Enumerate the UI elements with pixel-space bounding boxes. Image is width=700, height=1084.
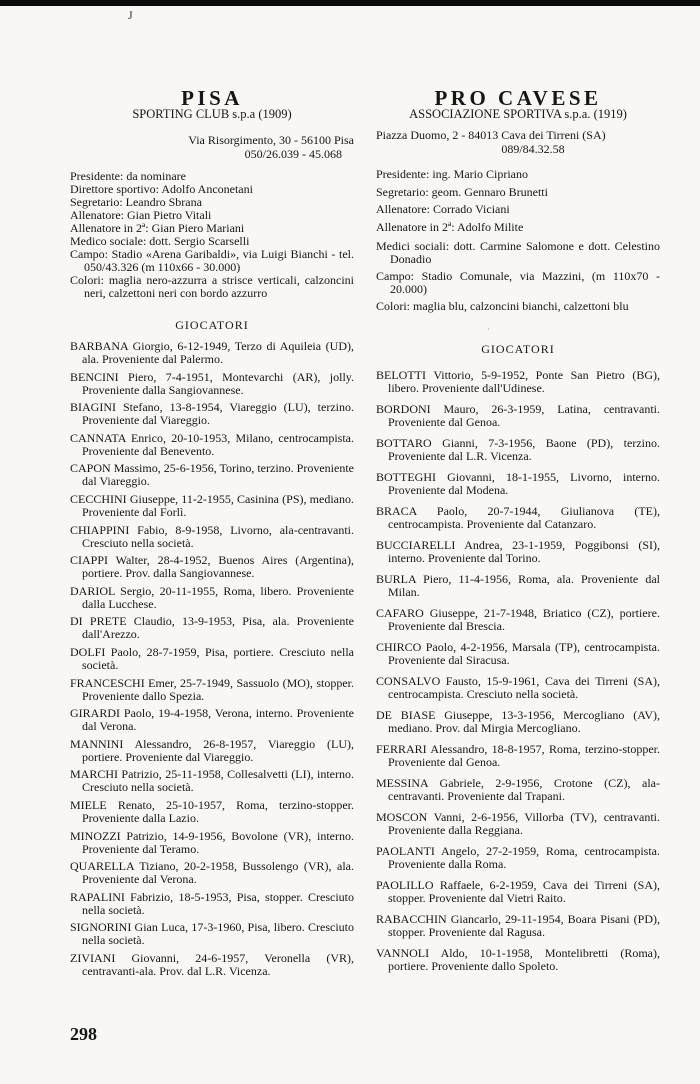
player-entry: BENCINI Piero, 7-4-1951, Montevarchi (AR), jolly. Proveniente dalla Sangiovannese. <box>70 369 354 397</box>
print-speck: · <box>487 325 490 334</box>
player-entry: MARCHI Patrizio, 25-11-1958, Collesalvetti (LI), interno. Cresciuto nella società. <box>70 767 354 795</box>
club-name: ASSOCIAZIONE SPORTIVA s.p.a. (1919) <box>409 107 627 121</box>
staff-coach: Allenatore: Gian Pietro Vitali <box>70 208 212 222</box>
staff-list <box>376 166 660 313</box>
player-entry: CANNATA Enrico, 20-10-1953, Milano, centrocampista. Proveniente dal Benevento. <box>70 430 354 458</box>
player-entry: CHIAPPINI Fabio, 8-9-1958, Livorno, ala-centravanti. Cresciuto nella società. <box>70 522 354 550</box>
player-entry: DI PRETE Claudio, 13-9-1953, Pisa, ala. Proveniente dall'Arezzo. <box>70 614 354 642</box>
players-heading: GIOCATORI <box>481 342 555 356</box>
player-entry: MINOZZI Patrizio, 14-9-1956, Bovolone (VR), interno. Proveniente dal Teramo. <box>70 828 354 856</box>
player-entry: BOTTARO Gianni, 7-3-1956, Baone (PD), terzino. Proveniente dal L.R. Vicenza. <box>376 436 660 463</box>
staff-president: Presidente: ing. Mario Cipriano <box>376 167 528 181</box>
player-entry: CIAPPI Walter, 28-4-1952, Buenos Aires (Argentina), portiere. Prov. dalla Sangiovannese. <box>70 553 354 581</box>
player-entry: GIRARDI Paolo, 19-4-1958, Verona, interno. Proveniente dal Verona. <box>70 706 354 734</box>
staff-secretary: Segretario: Leandro Sbrana <box>70 195 202 209</box>
player-entry: CECCHINI Giuseppe, 11-2-1955, Casinina (PS), mediano. Proveniente dal Forlì. <box>70 491 354 519</box>
staff-stadium: Campo: Stadio «Arena Garibaldi», via Luigi Bianchi - tel. 050/43.326 (m 110x66 - 30.000) <box>70 247 354 274</box>
staff-assistant-coach: Allenatore in 2ª: Gian Piero Mariani <box>70 221 245 235</box>
page-top-edge <box>0 0 700 6</box>
page-number: 298 <box>70 1024 97 1044</box>
player-entry: DOLFI Paolo, 28-7-1959, Pisa, portiere. Cresciuto nella società. <box>70 644 354 672</box>
player-entry: DARIOL Sergio, 20-11-1955, Roma, libero. Proveniente dalla Lucchese. <box>70 583 354 611</box>
player-entry: CONSALVO Fausto, 15-9-1961, Cava dei Tirreni (SA), centrocampista. Cresciuto nella società. <box>376 674 660 701</box>
player-entry: VANNOLI Aldo, 10-1-1958, Montelibretti (Roma), portiere. Proveniente dallo Spoleto. <box>376 946 660 973</box>
club-name: SPORTING CLUB s.p.a (1909) <box>132 107 292 121</box>
player-entry: RABACCHIN Giancarlo, 29-11-1954, Boara Pisani (PD), stopper. Proveniente dal Ragusa. <box>376 912 660 939</box>
player-entry: FRANCESCHI Emer, 25-7-1949, Sassuolo (MO), stopper. Proveniente dallo Spezia. <box>70 675 354 703</box>
player-entry: BURLA Piero, 11-4-1956, Roma, ala. Proveniente dal Milan. <box>376 572 660 599</box>
player-entry: BORDONI Mauro, 26-3-1959, Latina, centravanti. Proveniente dal Genoa. <box>376 402 660 429</box>
staff-stadium: Campo: Stadio Comunale, via Mazzini, (m 110x70 - 20.000) <box>376 269 660 296</box>
address-line: Via Risorgimento, 30 - 56100 Pisa <box>188 133 354 147</box>
team-name: PRO CAVESE <box>434 86 602 110</box>
player-entry: PAOLILLO Raffaele, 6-2-1959, Cava dei Tirreni (SA), stopper. Proveniente dal Vietri Raito. <box>376 878 660 905</box>
address-line: Piazza Duomo, 2 - 84013 Cava dei Tirreni (SA) <box>376 128 606 142</box>
player-entry: BOTTEGHI Giovanni, 18-1-1955, Livorno, interno. Proveniente dal Modena. <box>376 470 660 497</box>
pencil-mark: J <box>128 8 133 22</box>
player-entry: RAPALINI Fabrizio, 18-5-1953, Pisa, stopper. Cresciuto nella società. <box>70 889 354 917</box>
player-entry: ZIVIANI Giovanni, 24-6-1957, Veronella (VR), centravanti-ala. Prov. dal L.R. Vicenza. <box>70 950 354 978</box>
player-entry: BARBANA Giorgio, 6-12-1949, Terzo di Aquileia (UD), ala. Proveniente dal Palermo. <box>70 339 354 366</box>
club-address <box>70 134 354 161</box>
staff-coach: Allenatore: Corrado Viciani <box>376 202 510 216</box>
player-entry: DE BIASE Giuseppe, 13-3-1956, Mercogliano (AV), mediano. Prov. dal Mirgia Mercogliano. <box>376 708 660 735</box>
player-entry: MIELE Renato, 25-10-1957, Roma, terzino-stopper. Proveniente dalla Lazio. <box>70 797 354 825</box>
staff-colors: Colori: maglia nero-azzurra a strisce verticali, calzoncini neri, calzettoni neri con bordo azzurro <box>70 273 354 300</box>
player-entry: FERRARI Alessandro, 18-8-1957, Roma, terzino-stopper. Proveniente dal Genoa. <box>376 742 660 769</box>
player-entry: MANNINI Alessandro, 26-8-1957, Viareggio (LU), portiere. Proveniente dal Viareggio. <box>70 736 354 764</box>
phone-line: 089/84.32.58 <box>501 141 565 156</box>
staff-list <box>70 170 354 300</box>
staff-assistant-coach: Allenatore in 2ª: Adolfo Milite <box>376 219 524 234</box>
club-address <box>376 129 660 156</box>
player-entry: MOSCON Vanni, 2-6-1956, Villorba (TV), centravanti. Proveniente dalla Reggiana. <box>376 810 660 837</box>
player-entry: BIAGINI Stefano, 13-8-1954, Viareggio (LU), terzino. Proveniente dal Viareggio. <box>70 400 354 428</box>
player-entry: CAPON Massimo, 25-6-1956, Torino, terzino. Proveniente dal Viareggio. <box>70 461 354 489</box>
player-entry: CAFARO Giuseppe, 21-7-1948, Briatico (CZ), portiere. Proveniente dal Brescia. <box>376 606 660 633</box>
player-entry: PAOLANTI Angelo, 27-2-1959, Roma, centrocampista. Proveniente dalla Roma. <box>376 844 660 871</box>
player-entry: SIGNORINI Gian Luca, 17-3-1960, Pisa, libero. Cresciuto nella società. <box>70 920 354 948</box>
player-entry: MESSINA Gabriele, 2-9-1956, Crotone (CZ), ala-centravanti. Proveniente dal Trapani. <box>376 776 660 803</box>
player-entry: BRACA Paolo, 20-7-1944, Giulianova (TE), centrocampista. Proveniente dal Catanzaro. <box>376 504 660 531</box>
staff-doctors: Medici sociali: dott. Carmine Salomone e dott. Celestino Donadio <box>376 239 660 266</box>
team-name: PISA <box>181 86 243 110</box>
staff-director: Direttore sportivo: Adolfo Anconetani <box>70 182 253 196</box>
player-entry: BELOTTI Vittorio, 5-9-1952, Ponte San Pietro (BG), libero. Proveniente dall'Udinese. <box>376 368 660 395</box>
staff-colors: Colori: maglia blu, calzoncini bianchi, calzettoni blu <box>376 299 629 313</box>
player-entry: BUCCIARELLI Andrea, 23-1-1959, Poggibonsi (SI), interno. Proveniente dal Torino. <box>376 538 660 565</box>
players-heading: GIOCATORI <box>175 318 249 332</box>
players-list <box>70 340 354 982</box>
staff-secretary: Segretario: geom. Gennaro Brunetti <box>376 184 548 199</box>
player-entry: CHIRCO Paolo, 4-2-1956, Marsala (TP), centrocampista. Proveniente dal Siracusa. <box>376 640 660 667</box>
phone-line: 050/26.039 - 45.068 <box>244 146 342 161</box>
players-list <box>376 369 660 981</box>
player-entry: QUARELLA Tiziano, 20-2-1958, Bussolengo (VR), ala. Proveniente dal Verona. <box>70 859 354 887</box>
staff-president: Presidente: da nominare <box>70 169 186 183</box>
staff-doctor: Medico sociale: dott. Sergio Scarselli <box>70 234 250 248</box>
